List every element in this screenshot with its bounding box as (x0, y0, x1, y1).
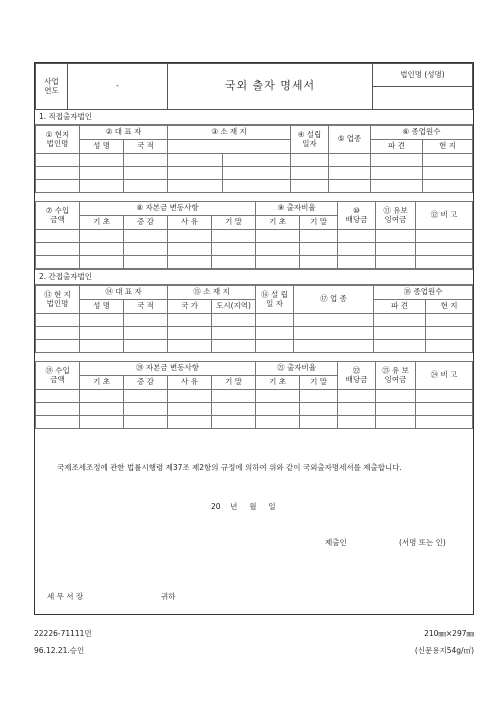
table-row[interactable] (36, 390, 473, 403)
footer-right (415, 625, 474, 659)
employees-label-2: ⑱ 종업원수 (374, 286, 473, 300)
import-amt-label-2: ⑲ 수입 금액 (36, 362, 80, 390)
paper-size: 210㎜×297㎜ (424, 629, 474, 638)
corp-name-label: 법인명 (성명) (373, 64, 473, 87)
ratio-end-label: 기 말 (300, 216, 338, 230)
rep-nat-label: 국 적 (124, 140, 168, 154)
location-label-2: ⑮ 소 재 지 (168, 286, 256, 300)
founded-label-2: ⑯ 설 립 일 자 (256, 286, 294, 314)
section2-label: 2. 간접출자법인 (35, 269, 473, 285)
ratio-base-label: 기 초 (256, 216, 300, 230)
dividend-label-2: ㉒ 배당금 (338, 362, 376, 390)
rep-label-2: ⑭ 대 표 자 (80, 286, 168, 300)
table-row[interactable] (36, 403, 473, 416)
rep-name-label-2: 성 명 (80, 300, 124, 314)
retained-label-2: ㉓ 유 보 잉여금 (376, 362, 416, 390)
section1-label: 1. 직접출자법인 (35, 110, 473, 125)
table-row[interactable] (36, 154, 473, 167)
section1-corp-table (35, 125, 473, 193)
emp-local-label-2: 현 지 (426, 300, 473, 314)
capital-change-label: ⑧ 자본금 변동사항 (80, 202, 256, 216)
base-label: 기 초 (80, 216, 124, 230)
emp-dispatch-label-2: 파 견 (374, 300, 426, 314)
retained-label: ⑪ 유보 잉여금 (376, 202, 416, 230)
section2-capital-table (35, 361, 473, 429)
capital-change-label-2: ⑳ 자본금 변동사항 (80, 362, 256, 376)
inc-dec-label: 증 감 (124, 216, 168, 230)
end-label: 기 말 (212, 216, 256, 230)
ratio-base-label-2: 기 초 (256, 376, 300, 390)
employees-label: ⑥ 종업원수 (371, 126, 473, 140)
end-label-2: 기 말 (212, 376, 256, 390)
emp-dispatch-label: 파 견 (371, 140, 423, 154)
form-number: 22226-71111민 (34, 629, 92, 638)
form-frame (34, 62, 474, 615)
rep-name-label: 성 명 (80, 140, 124, 154)
founded-label: ④ 설립 일자 (291, 126, 329, 154)
city-label: 도시(지역) (212, 300, 256, 314)
industry-label-2: ⑰ 업 종 (294, 286, 374, 314)
ratio-label: ⑨ 출자비율 (256, 202, 338, 216)
year-dash: - (116, 81, 119, 91)
reason-label: 사 유 (168, 216, 212, 230)
submitter-label: 제출인 (325, 538, 347, 547)
table-row[interactable] (36, 256, 473, 269)
local-corp-label: ① 현지 법인명 (36, 126, 80, 154)
declaration (35, 449, 473, 614)
location-sub (168, 140, 291, 154)
paper-type: (신문용지54g/㎡) (414, 646, 474, 655)
remarks-label: ⑫ 비 고 (416, 202, 473, 230)
table-row[interactable] (36, 416, 473, 429)
form-title: 국외 출자 명세서 (168, 64, 373, 110)
country-label: 국 가 (168, 300, 212, 314)
sign-label: (서명 또는 인) (399, 538, 446, 547)
corp-name-field[interactable] (373, 87, 473, 110)
location-label: ③ 소 재 지 (168, 126, 291, 140)
table-row[interactable] (36, 340, 473, 353)
rep-label: ② 대 표 자 (80, 126, 168, 140)
business-year-field[interactable] (68, 64, 168, 110)
reason-label-2: 사 유 (168, 376, 212, 390)
section1-capital-table (35, 201, 473, 269)
rep-nat-label-2: 국 적 (124, 300, 168, 314)
base-label-2: 기 초 (80, 376, 124, 390)
honorific-label: 귀하 (161, 592, 176, 601)
approval-date: 96.12.21.승인 (34, 646, 85, 655)
emp-local-label: 현 지 (423, 140, 473, 154)
table-row[interactable] (36, 167, 473, 180)
local-corp-label-2: ⑬ 현 지 법인명 (36, 286, 80, 314)
dividend-label: ⑩ 배당금 (338, 202, 376, 230)
table-row[interactable] (36, 180, 473, 193)
business-year-label: 사업 연도 (36, 64, 68, 110)
table-row[interactable] (36, 314, 473, 327)
footer-left (34, 625, 92, 659)
tax-office-label: 세 무 서 장 (47, 592, 84, 601)
import-amt-label: ⑦ 수입 금액 (36, 202, 80, 230)
remarks-label-2: ㉔ 비 고 (416, 362, 473, 390)
ratio-end-label-2: 기 말 (300, 376, 338, 390)
inc-dec-label-2: 증 감 (124, 376, 168, 390)
section2-corp-table (35, 285, 473, 353)
declaration-date: 20 년 월 일 (211, 502, 276, 511)
industry-label: ⑤ 업종 (329, 126, 371, 154)
header-table (35, 63, 473, 110)
declaration-text: 국제조세조정에 관한 법률시행령 제37조 제2항의 규정에 의하여 위와 같이 국외출자명세서를 제출합니다. (57, 463, 402, 472)
table-row[interactable] (36, 243, 473, 256)
table-row[interactable] (36, 230, 473, 243)
ratio-label-2: ㉑ 출자비율 (256, 362, 338, 376)
table-row[interactable] (36, 327, 473, 340)
